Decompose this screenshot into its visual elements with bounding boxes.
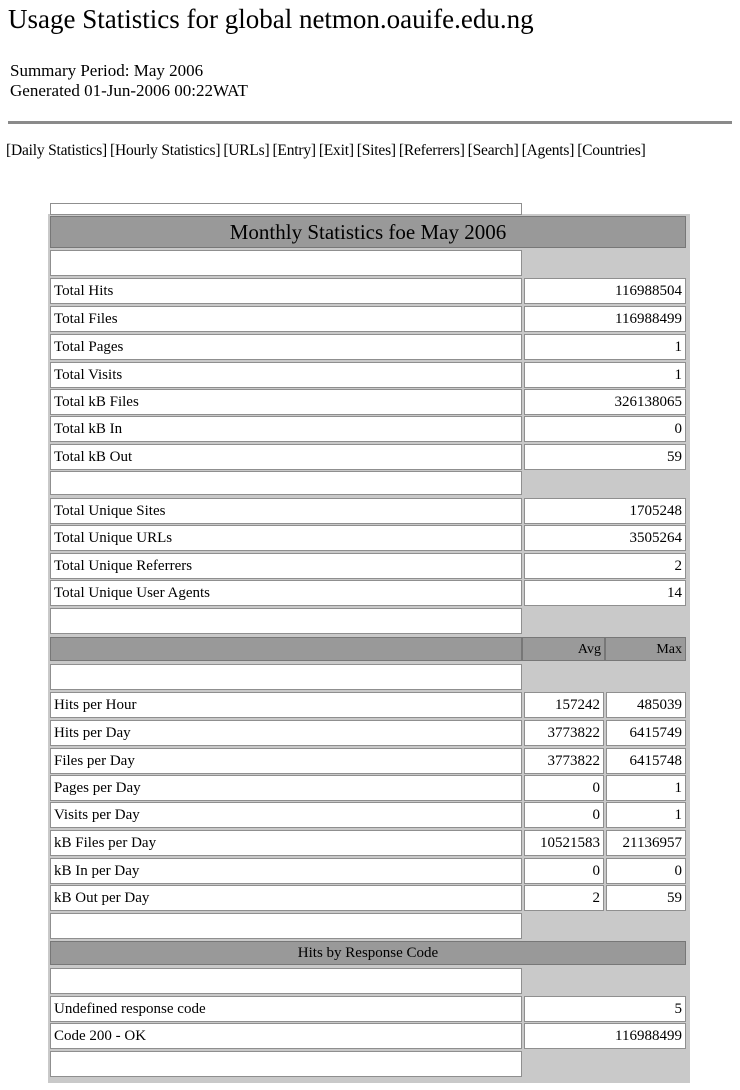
stat-label: Hits per Day bbox=[50, 720, 522, 746]
stat-label: Total Hits bbox=[50, 278, 522, 304]
max-value: 6415748 bbox=[606, 748, 686, 774]
stat-value: 5 bbox=[524, 996, 686, 1022]
stat-value: 0 bbox=[524, 416, 686, 442]
stat-value: 3505264 bbox=[524, 525, 686, 551]
spacer-cell bbox=[50, 1051, 522, 1077]
stat-label: Total Visits bbox=[50, 362, 522, 388]
avg-value: 2 bbox=[524, 885, 604, 911]
summary-period: Summary Period: May 2006 bbox=[10, 61, 204, 80]
stat-label: Visits per Day bbox=[50, 802, 522, 828]
max-value: 0 bbox=[606, 858, 686, 884]
max-value: 21136957 bbox=[606, 830, 686, 856]
stat-label: Total Files bbox=[50, 306, 522, 332]
stat-label: Total Unique URLs bbox=[50, 525, 522, 551]
stat-value: 1 bbox=[524, 334, 686, 360]
spacer-cell bbox=[50, 664, 522, 690]
stat-label: Total Unique Sites bbox=[50, 498, 522, 524]
stat-value: 2 bbox=[524, 553, 686, 579]
generated-timestamp: Generated 01-Jun-2006 00:22WAT bbox=[10, 81, 248, 100]
max-column-header: Max bbox=[605, 637, 686, 661]
stat-label: kB Files per Day bbox=[50, 830, 522, 856]
avg-value: 0 bbox=[524, 775, 604, 801]
avg-value: 0 bbox=[524, 858, 604, 884]
avg-value: 0 bbox=[524, 802, 604, 828]
stat-label: Code 200 - OK bbox=[50, 1023, 522, 1049]
nav-link-referrers[interactable]: [Referrers] bbox=[398, 142, 465, 159]
spacer-cell bbox=[50, 471, 522, 495]
nav-link-daily[interactable]: [Daily Statistics] bbox=[6, 142, 108, 159]
stat-label: Total kB Out bbox=[50, 444, 522, 470]
spacer-cell bbox=[50, 203, 522, 215]
spacer-cell bbox=[50, 250, 522, 276]
stat-label: Total Unique User Agents bbox=[50, 580, 522, 606]
response-header: Hits by Response Code bbox=[297, 945, 439, 961]
max-value: 6415749 bbox=[606, 720, 686, 746]
spacer-cell bbox=[50, 968, 522, 994]
max-value: 1 bbox=[606, 802, 686, 828]
nav-link-urls[interactable]: [URLs] bbox=[223, 142, 270, 159]
stat-label: kB Out per Day bbox=[50, 885, 522, 911]
avg-value: 3773822 bbox=[524, 720, 604, 746]
monthly-header: Monthly Statistics foe May 2006 bbox=[229, 220, 507, 244]
averages-header-bar bbox=[50, 637, 522, 661]
avg-column-header: Avg bbox=[522, 637, 605, 661]
max-value: 1 bbox=[606, 775, 686, 801]
spacer-cell bbox=[50, 913, 522, 939]
stat-label: Total Pages bbox=[50, 334, 522, 360]
stat-label: Hits per Hour bbox=[50, 692, 522, 718]
nav-link-sites[interactable]: [Sites] bbox=[356, 142, 396, 159]
nav-link-hourly[interactable]: [Hourly Statistics] bbox=[110, 142, 221, 159]
stat-label: kB In per Day bbox=[50, 858, 522, 884]
report-nav bbox=[6, 142, 649, 160]
avg-value: 10521583 bbox=[524, 830, 604, 856]
nav-link-agents[interactable]: [Agents] bbox=[521, 142, 575, 159]
stat-value: 116988504 bbox=[524, 278, 686, 304]
stat-label: Undefined response code bbox=[50, 996, 522, 1022]
stat-value: 326138065 bbox=[524, 389, 686, 415]
nav-link-search[interactable]: [Search] bbox=[467, 142, 519, 159]
stat-value: 116988499 bbox=[524, 1023, 686, 1049]
stat-label: Files per Day bbox=[50, 748, 522, 774]
nav-link-exit[interactable]: [Exit] bbox=[318, 142, 354, 159]
stat-label: Total kB In bbox=[50, 416, 522, 442]
monthly-stats-table bbox=[48, 200, 690, 1083]
stat-value: 1 bbox=[524, 362, 686, 388]
max-value: 59 bbox=[606, 885, 686, 911]
divider bbox=[8, 121, 732, 124]
avg-value: 157242 bbox=[524, 692, 604, 718]
stat-value: 59 bbox=[524, 444, 686, 470]
stat-value: 14 bbox=[524, 580, 686, 606]
page-title: Usage Statistics for global netmon.oauife.edu.ng bbox=[8, 4, 534, 34]
max-value: 485039 bbox=[606, 692, 686, 718]
stat-label: Total Unique Referrers bbox=[50, 553, 522, 579]
report-meta bbox=[10, 61, 248, 101]
avg-value: 3773822 bbox=[524, 748, 604, 774]
spacer-cell bbox=[50, 608, 522, 634]
stat-value: 1705248 bbox=[524, 498, 686, 524]
nav-link-entry[interactable]: [Entry] bbox=[272, 142, 316, 159]
nav-link-countries[interactable]: [Countries] bbox=[577, 142, 646, 159]
stat-label: Pages per Day bbox=[50, 775, 522, 801]
stat-label: Total kB Files bbox=[50, 389, 522, 415]
stat-value: 116988499 bbox=[524, 306, 686, 332]
